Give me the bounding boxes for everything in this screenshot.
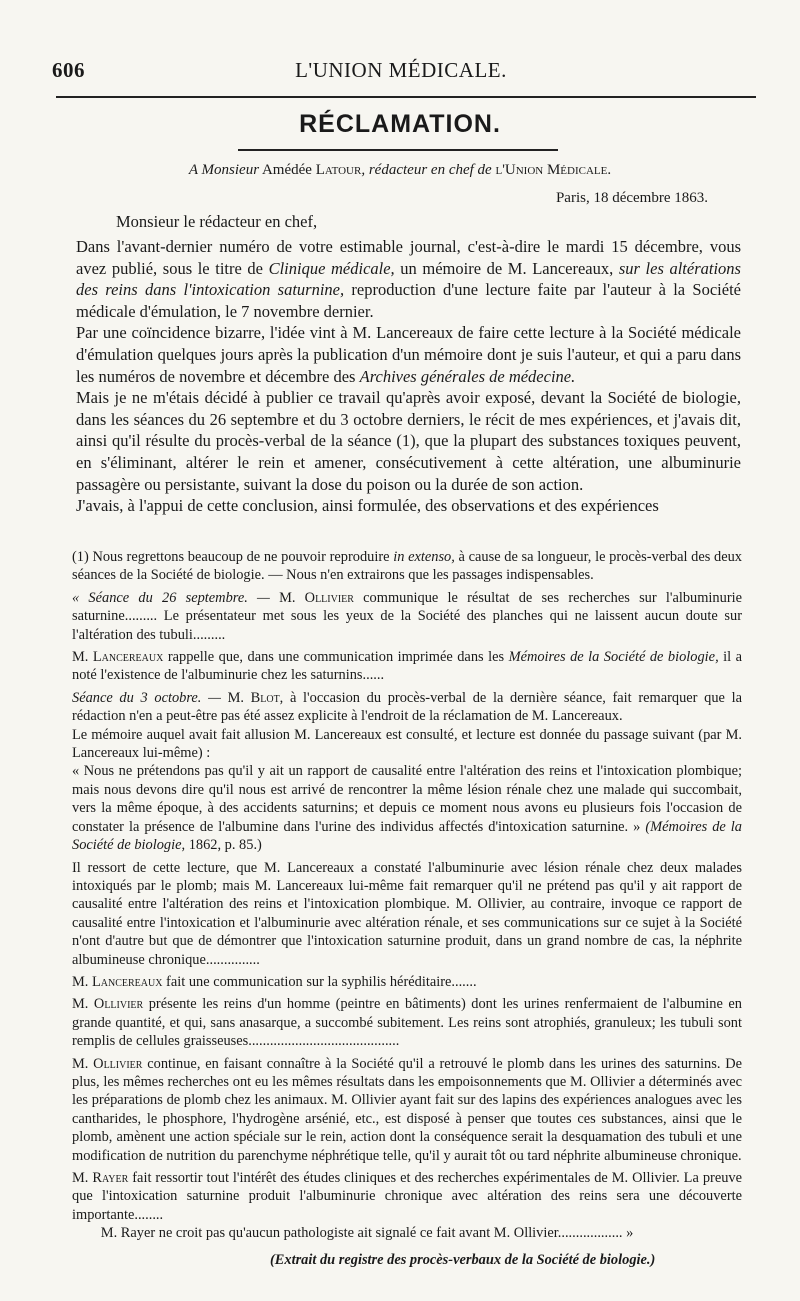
footnote-1 [72,548,742,585]
n1-italic: in extenso, [393,549,455,565]
note-memoire: Le mémoire auquel avait fait allusion M. Lancereaux est consulté, et lecture est donnée du passage suivant (par M. Lancereaux lui-même) : [72,726,742,762]
n2-text: communique le résultat de ses recherches sur l'albuminurie saturnine......... Le présentateur met sous les yeux de la Société des planches qui ne laissent aucun doute sur l'altération des tubuli......... [72,589,743,643]
p1-text-c: reproduction d'une lecture faite par l'auteur à la Société médicale d'émulation, le 7 novembre dernier. [76,280,741,321]
title-rule [238,149,558,151]
n3-text-b: il a noté l'existence de l'albuminurie chez les saturnins...... [72,649,743,684]
p1-italic-1: Clinique médicale, [268,258,395,278]
n1-text-a: (1) Nous regrettons beaucoup de ne pouvoir reproduire [72,549,394,565]
n9-text: présente les reins d'un homme (peintre en bâtiments) dont les urines renfermaient de l'albumine en grande quantité, et qui, sans anasarque, a succombé subitement. Les reins sont atrophiés, granuleux; les tubuli sont remplis de cellules graisseuses.......................................... [72,996,742,1050]
paragraph-2 [76,322,741,387]
n4-text: à l'occasion du procès-verbal de la dernière séance, fait remarquer que la rédaction n'en a peut-être pas été assez explicite à l'endroit de la réclamation de M. Lancereaux. [72,689,743,725]
paragraph-4: J'avais, à l'appui de cette conclusion, ainsi formulée, des observations et des expériences [76,496,659,516]
n4-name: M. Blot, [220,689,284,706]
note-rayer-2: M. Rayer ne croit pas qu'aucun pathologiste ait signalé ce fait avant M. Ollivier.................. » [100,1225,634,1242]
n1-text-b: à cause de sa longueur, le procès-verbal des deux séances de la Société de biologie. — Nous n'en extrairons que les passages indispensables. [72,549,742,584]
n6-text-b: 1862, p. 85.) [185,837,262,854]
note-seance-26 [72,589,742,644]
n3-italic: Mémoires de la Société de biologie, [508,649,719,666]
note-lancereaux-2 [72,973,742,991]
section-title: RÉCLAMATION. [299,110,501,138]
n3-text-a: rappelle que, dans une communication imprimée dans les [163,649,509,666]
note-ollivier-1 [72,995,742,1050]
footnotes [72,548,742,1247]
p2-italic: Archives générales de médecine. [359,366,576,386]
salutation: Monsieur le rédacteur en chef, [116,212,318,231]
n10-text: continue, en faisant connaître à la Société qu'il a retrouvé le plomb dans les urines des saturnins. De plus, les mêmes recherches ont eu les mêmes résultats dans les empoisonnements que M. Ollivier a déterminés avec les préparations de plomb chez les animaux. M. Ollivier ayant fait sur des lapins des expériences analogues avec les cantharides, le phosphore, l'hydrogène arsénié, etc., est disposé à penser que toutes ces substances, ainsi que le plomb, amènent une action spéciale sur le rein, action dont la conséquence serait la desquamation des tubuli et une modification de nutrition du parenchyme néphrétique telle, qu'il y aurait tôt ou tard néphrite albumineuse chronique. [72,1055,743,1164]
address-last-name: Latour [315,162,362,178]
n9-name: M. Ollivier [72,996,144,1013]
p1-text-b: un mémoire de M. Lancereaux, [394,258,619,278]
n3-name: M. Lancereaux [72,649,164,666]
source-credit: (Extrait du registre des procès-verbaux de la Société de biologie.) [270,1252,656,1268]
n6-italic: (Mémoires de la Société de biologie, [72,818,742,854]
note-rayer-1 [72,1169,742,1224]
n6-text-a: « Nous ne prétendons pas qu'il y ait un rapport de causalité entre l'altération des reins et l'intoxication plombique; mais nous devons dire qu'il nous est arrivé de rencontrer la même lésion rénale chez une malade qui succombait, vers la même époque, à des accidents saturnins; et depuis ce moment nous avons eu plusieurs fois l'occasion de constater la présence de l'albumine dans l'urine des individus affectés d'intoxication saturnine. » [72,763,742,835]
n2-name: M. Ollivier [269,589,354,606]
paragraph-3: Mais je ne m'étais décidé à publier ce travail qu'après avoir exposé, devant la Société de biologie, dans les séances du 26 septembre et du 3 octobre derniers, le récit de mes expériences, et j'avais dit, ainsi qu'il résulte du procès-verbal de la séance (1), que la plupart des substances toxiques peuvent, en s'éliminant, altérer le rein et amener, consécutivement à cette altération, une albuminurie passagère ou persistante, suivant la dose du poison ou la durée de son action. [76,388,741,494]
address-first-name: Amédée [261,162,312,178]
note-seance-3 [72,689,742,726]
n8-name: M. Lancereaux [72,973,163,990]
n10-name: M. Ollivier [72,1055,143,1072]
address-prefix: A Monsieur [188,162,260,178]
address-role: , rédacteur en chef de [361,162,492,178]
n11-text: fait ressortir tout l'intérêt des études cliniques et des recherches expérimentales de M. Ollivier. La preuve que l'intoxication saturnine produit l'albuminurie chronique avec altération des reins sera une découverte importante........ [72,1170,742,1223]
note-ollivier-2 [72,1055,742,1165]
n8-text: fait une communication sur la syphilis héréditaire....... [162,973,477,990]
letter-body [76,236,741,517]
place-date: Paris, 18 décembre 1863. [555,190,708,206]
note-ressort: Il ressort de cette lecture, que M. Lancereaux a constaté l'albuminurie avec lésion rénale chez deux malades intoxiqués par le plomb; mais M. Lancereaux lui-même fait remarquer qu'il ne prétend pas qu'il y ait rapport de causalité entre l'altération des reins et l'intoxication plombique. M. Ollivier, au contraire, invoque ce rapport de causalité entre l'intoxication et l'albuminurie avec altération rénale, et ses communications sur ce sujet à la Société n'ont d'autre but que de démontrer que l'intoxication saturnine produit, dans un grand nombre de cas, la néphrite albumineuse chronique............... [72,859,742,968]
note-lancereaux-1 [72,648,742,685]
p1-text-a: Dans l'avant-dernier numéro de votre estimable journal, c'est-à-dire le mardi 15 décembre, vous avez publié, sous le titre de [76,237,741,278]
p2-text-a: Par une coïncidence bizarre, l'idée vint à M. Lancereaux de faire cette lecture à la Société médicale d'émulation quelques jours après la publication d'un mémoire dont je suis l'auteur, et qui a paru dans les numéros de novembre et décembre des [76,323,741,386]
page-header [46,58,756,88]
n2-italic: « Séance du 26 septembre. — [72,589,270,606]
address-journal: l'Union Médicale. [495,162,612,178]
n4-italic: Séance du 3 octobre. — [72,689,221,706]
p1-italic-2: sur les altérations des reins dans l'intoxication saturnine, [76,258,741,300]
paragraph-1 [76,236,741,322]
header-rule [56,96,756,98]
address-line [0,162,800,179]
page-number: 606 [52,58,85,82]
note-quote [72,762,742,854]
n11-name: M. Rayer [72,1170,129,1186]
journal-title: L'UNION MÉDICALE. [295,58,507,82]
